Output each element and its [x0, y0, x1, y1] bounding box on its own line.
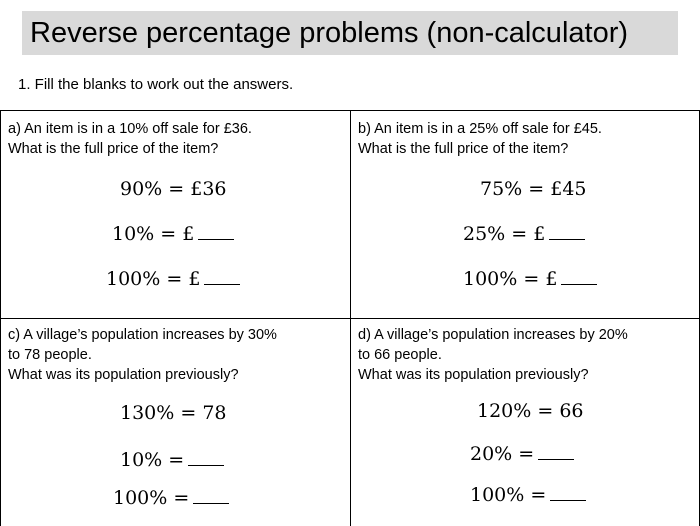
question-a-line-2: What is the full price of the item? — [8, 141, 219, 157]
question-b-line-2: What is the full price of the item? — [358, 141, 569, 157]
question-d-equation-3-text: 100% = — [470, 484, 547, 506]
question-b-equation-3-text: 100% = £ — [463, 268, 558, 290]
instruction-text: 1. Fill the blanks to work out the answers. — [18, 76, 294, 93]
question-a-equation-2-text: 10% = £ — [112, 223, 195, 245]
question-c-line-3: What was its population previously? — [8, 367, 239, 383]
question-b-equation-1: 75% = £45 — [480, 178, 587, 200]
question-c-equation-3-text: 100% = — [113, 487, 190, 509]
page-title: Reverse percentage problems (non-calculator) — [30, 17, 629, 49]
question-a-blank-3[interactable] — [204, 266, 240, 285]
question-d-line-1: d) A village’s population increases by 20% — [358, 327, 628, 343]
question-d-equation-2-text: 20% = — [470, 443, 535, 465]
question-grid — [0, 110, 700, 525]
question-a-equation-3-text: 100% = £ — [106, 268, 201, 290]
question-b-equation-2-text: 25% = £ — [463, 223, 546, 245]
question-a-equation-3 — [106, 266, 240, 291]
question-b-equation-2 — [463, 221, 585, 246]
question-b-blank-3[interactable] — [561, 266, 597, 285]
question-b-blank-2[interactable] — [549, 221, 585, 240]
question-d-equation-2 — [470, 441, 574, 466]
grid-divider-horizontal — [0, 318, 700, 319]
question-d-line-3: What was its population previously? — [358, 367, 589, 383]
question-c-blank-2[interactable] — [188, 447, 224, 466]
question-d-blank-3[interactable] — [550, 482, 586, 501]
question-a-equation-1: 90% = £36 — [120, 178, 227, 200]
question-d-line-2: to 66 people. — [358, 347, 442, 363]
question-c-equation-3 — [113, 485, 229, 510]
question-a-line-1: a) An item is in a 10% off sale for £36. — [8, 121, 252, 137]
question-c-equation-1: 130% = 78 — [120, 402, 227, 424]
question-a-blank-2[interactable] — [198, 221, 234, 240]
question-c-equation-2-text: 10% = — [120, 449, 185, 471]
question-b-line-1: b) An item is in a 25% off sale for £45. — [358, 121, 602, 137]
question-c-equation-2 — [120, 447, 224, 472]
question-b-equation-3 — [463, 266, 597, 291]
question-d-blank-2[interactable] — [538, 441, 574, 460]
question-c-line-1: c) A village’s population increases by 30% — [8, 327, 277, 343]
question-a-equation-2 — [112, 221, 234, 246]
question-c-line-2: to 78 people. — [8, 347, 92, 363]
question-c-blank-3[interactable] — [193, 485, 229, 504]
question-d-equation-1: 120% = 66 — [477, 400, 584, 422]
question-d-equation-3 — [470, 482, 586, 507]
